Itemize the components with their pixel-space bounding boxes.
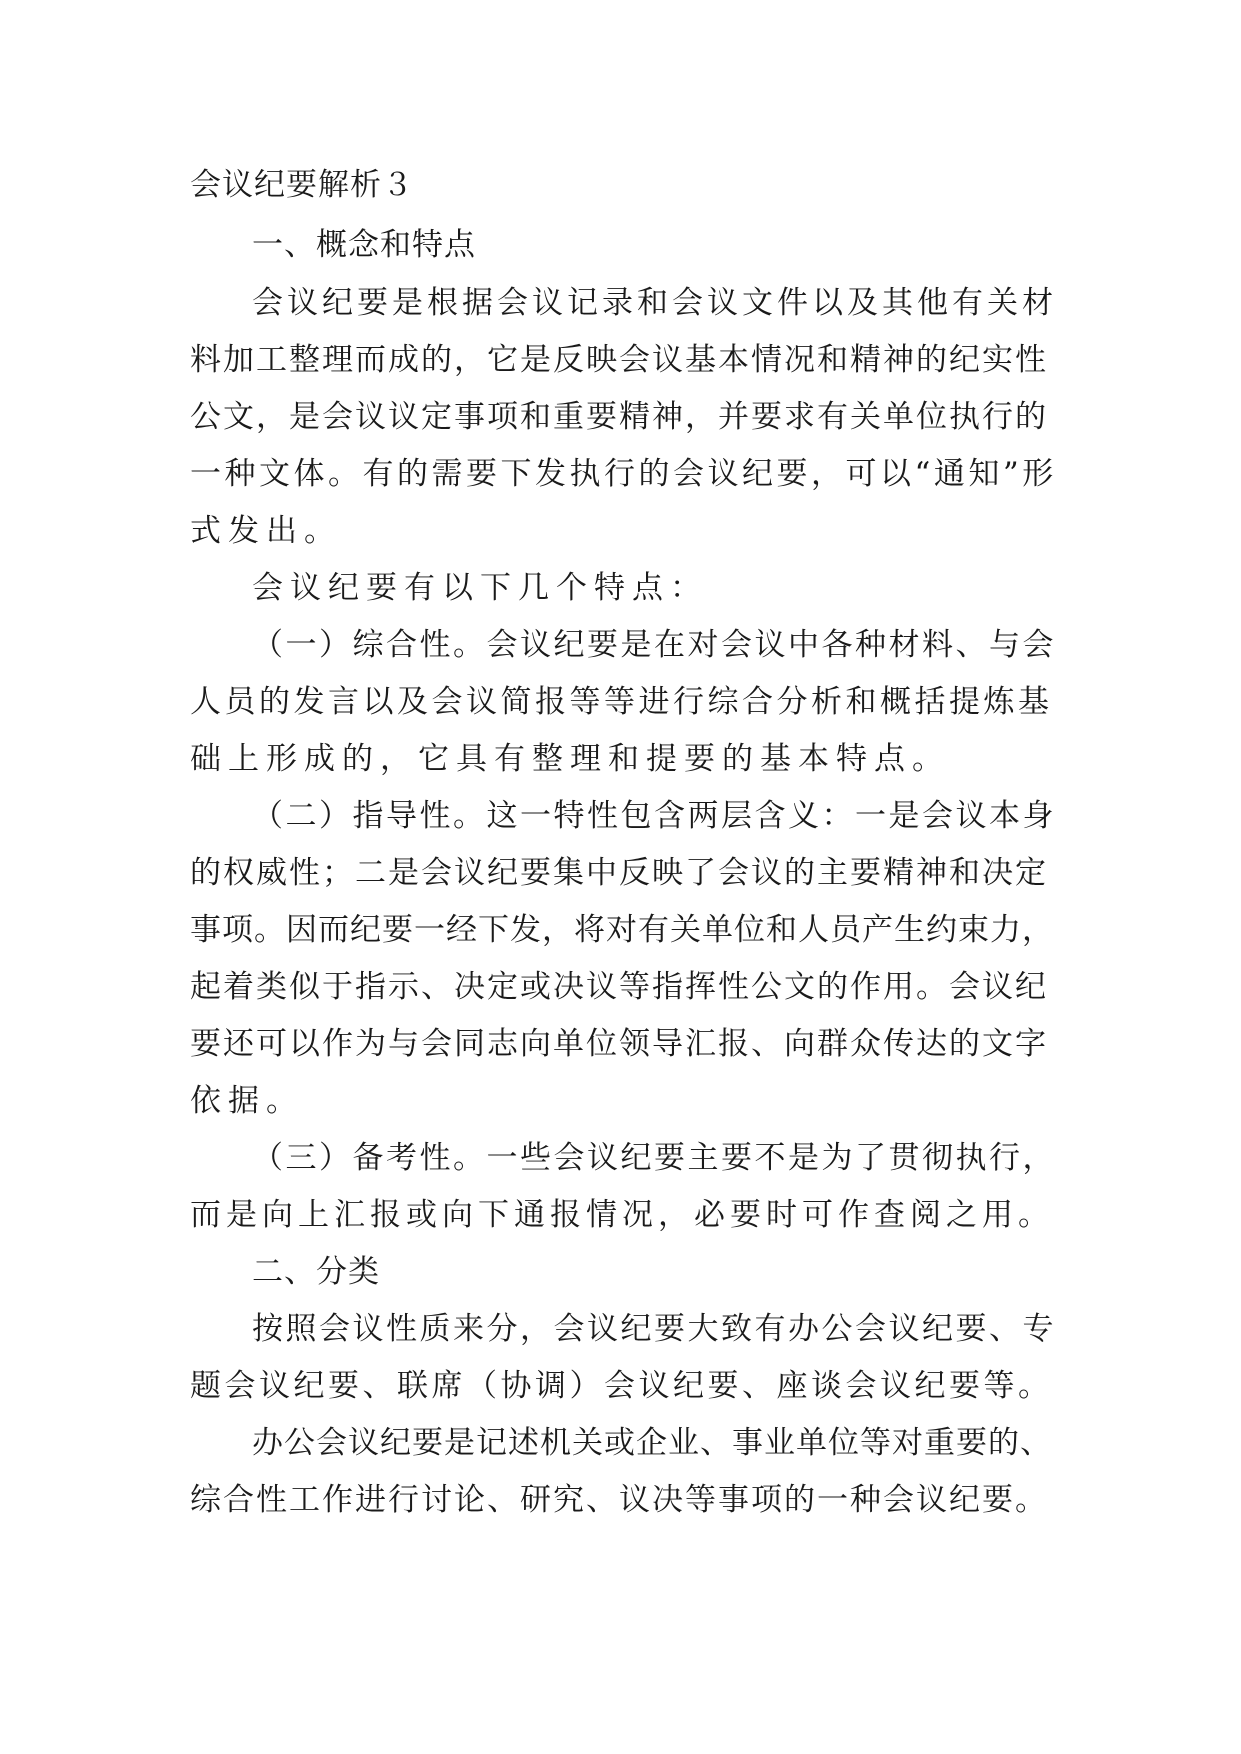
- section-heading-concept: 一、概念和特点: [252, 227, 476, 263]
- paragraph-line: （三）备考性。一些会议纪要主要不是为了贯彻执行，: [252, 1140, 1056, 1176]
- paragraph-line: 式发出。: [190, 513, 342, 549]
- paragraph-line: 一种文体。有的需要下发执行的会议纪要，可以“通知”形: [190, 456, 1057, 492]
- paragraph-line: 综合性工作进行讨论、研究、议决等事项的一种会议纪要。: [190, 1482, 1048, 1518]
- paragraph-line: 料加工整理而成的，它是反映会议基本情况和精神的纪实性: [190, 342, 1048, 378]
- paragraph-line: 的权威性；二是会议纪要集中反映了会议的主要精神和决定: [190, 855, 1048, 891]
- paragraph-line: 起着类似于指示、决定或决议等指挥性公文的作用。会议纪: [190, 969, 1048, 1005]
- paragraph-line: 人员的发言以及会议简报等等进行综合分析和概括提炼基: [190, 684, 1053, 720]
- paragraph-line: 要还可以作为与会同志向单位领导汇报、向群众传达的文字: [190, 1026, 1048, 1062]
- paragraph-line: 会议纪要是根据会议记录和会议文件以及其他有关材: [252, 285, 1057, 321]
- paragraph-line: 会议纪要有以下几个特点：: [252, 570, 708, 606]
- paragraph-line: 而是向上汇报或向下通报情况，必要时可作查阅之用。: [190, 1197, 1054, 1233]
- paragraph-line: （二）指导性。这一特性包含两层含义：一是会议本身: [252, 798, 1056, 834]
- section-heading-classification: 二、分类: [252, 1254, 380, 1290]
- paragraph-line: 题会议纪要、联席（协调）会议纪要、座谈会议纪要等。: [190, 1368, 1053, 1404]
- paragraph-line: 办公会议纪要是记述机关或企业、事业单位等对重要的、: [252, 1425, 1052, 1461]
- paragraph-line: 公文，是会议议定事项和重要精神，并要求有关单位执行的: [190, 399, 1048, 435]
- document-title: 会议纪要解析３: [190, 167, 414, 203]
- paragraph-line: 础上形成的，它具有整理和提要的基本特点。: [190, 741, 950, 777]
- paragraph-line: （一）综合性。会议纪要是在对会议中各种材料、与会: [252, 627, 1056, 663]
- paragraph-line: 按照会议性质来分，会议纪要大致有办公会议纪要、专: [252, 1311, 1056, 1347]
- paragraph-line: 事项。因而纪要一经下发，将对有关单位和人员产生约束力，: [190, 912, 1054, 948]
- paragraph-line: 依据。: [190, 1083, 304, 1119]
